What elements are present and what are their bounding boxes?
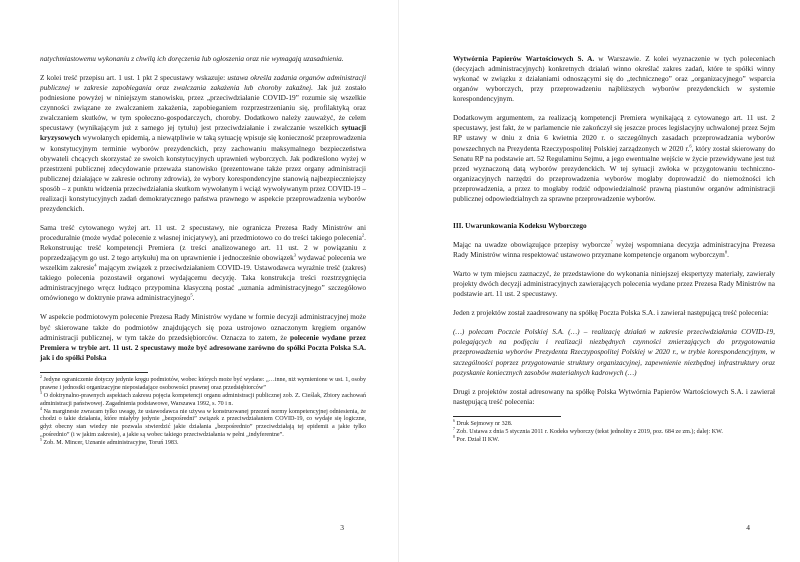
page-left-footnotes (40, 374, 366, 448)
paragraph: Drugi z projektów został adresowany na spółkę Polska Wytwórnia Papierów Wartościowych S.A. i zawierał następującą treść polecenia: (453, 386, 775, 406)
footnote-2: $^2$ Jedyne ograniczenie dotyczy jedynie kręgu podmiotów, wobec których może być wydane: „…inne, niż wymienione w ust. 1, osoby prawne i jednostki organizacyjne nieposiadające osobowości prawnej oraz przedsiębiorców” (40, 374, 366, 391)
paragraph: Z kolei treść przepisu art. 1 ust. 1 pkt 2 specustawy wskazuje: ustawa określa zadania organów administracji publicznej w zakresie zapobiegania oraz zwalczania zakażenia lub choroby zakaźnej. Jak już zostało podniesione powyżej w niniejszym stanowisku, przez „przeciwdziałanie COVID-19” rozumie się wszelkie czynności związane ze zwalczaniem zakażenia, zapobieganiem rozprzestrzenianiu się, profilaktyką oraz zwalczaniem skutków, w tym społeczno-gospodarczych, choroby. Dodatkowo należy zauważyć, że celem specustawy (wynikającym już z samego jej tytułu) jest przeciwdziałanie i zwalczanie wszelkich sytuacji kryzysowych wywołanych epidemią, a niewątpliwie w taką sytuację wpisuje się konieczność przeprowadzenia w konstytucyjnym terminie wyborów prezydenckich, przy zachowaniu maksymalnego bezpieczeństwa obywateli chcących skorzystać ze swoich konstytucyjnych uprawnień wyborczych. Jak podkreślono wyżej w przestrzeni publicznej zdecydowanie przeważa stanowisko (prezentowane także przez organy administracji publicznej działające w zakresie ochrony zdrowia), że wybory korespondencyjne stanowią najbezpieczniejszy sposób – z punktu widzenia przeciwdziałania skutkom wywołanym i wciąż wywoływanym przez COVID-19 – realizacji konstytucyjnych zadań demokratycznego państwa prawnego w aspekcie przeprowadzenia wyborów prezydenckich. (40, 73, 366, 213)
footnote-4: $^4$ Na marginesie zwracam tylko uwagę, że ustawodawca nie używa w konstruowanej przezeń normy kompetencyjnej odniesienia, że chodzi o takie działania, które miałyby jedynie „bezpośredni” związek z przeciwdziałaniem COVID-19, co wydaje się logiczne, gdyż obecny stan wiedzy nie pozwala stwierdzić jakie działania „bezpośrednio” przeciwdziałają tej epidemii a jakie tylko „pośrednio” (i w jakim zakresie), a jakie są wobec takiego przeciwdziałania w pełni „indyferentne”. (40, 406, 366, 439)
quote-paragraph: (…) polecam Poczcie Polskiej S.A. (…) – realizację działań w zakresie przeciwdziałania COVID-19, polegających na podjęciu i realizacji niezbędnych czynności zmierzających do przygotowania przeprowadzenia wyborów Prezydenta Rzeczypospolitej Polskiej w 2020 r., w trybie korespondencyjnym, w szczególności poprzez przygotowanie struktury organizacyjnej, zapewnienie niezbędnej infrastruktury oraz pozyskanie koniecznych zasobów materialnych kadrowych (…) (453, 327, 775, 377)
section-heading: III. Uwarunkowania Kodeksu Wyborczego (453, 220, 587, 230)
paragraph: Jeden z projektów został zaadresowany na spółkę Poczta Polska S.A. i zawierał następującą treść polecenia: (453, 308, 769, 318)
page-number: 4 (746, 523, 750, 532)
paragraph-continuation: Wytwórnia Papierów Wartościowych S. A. w Warszawie. Z kolei wyznaczenie w tych poleceniach (decyzjach administracyjnych) konkretnych działań winno określać zakres zadań, które te spółki winny wykonać w związku z działaniami odnoszącymi się do „technicznego” oraz „organizacyjnego” wsparcia organów wyborczych, przy przeprowadzeniu najbliższych wyborów prezydenckich w systemie korespondencyjnym. (453, 54, 775, 104)
page-right-body (453, 54, 775, 407)
footnote-8: $^8$ Por. Dział II KW. (453, 434, 500, 443)
paragraph: Dodatkowym argumentem, za realizacją kompetencji Premiera wynikającą z cytowanego art. 11 ust. 2 specustawy, jest fakt, że w parlamencie nie zakończył się jeszcze proces legislacyjny uchwalonej przez Sejm RP ustawy w dniu z dnia 6 kwietnia 2020 r. o szczególnych zasadach przeprowadzania wyborów powszechnych na Prezydenta Rzeczypospolitej Polskiej zarządzonych w 2020 r.$^6$, który został skierowany do Senatu RP na podstawie art. 52 Regulaminu Sejmu, a jego ewentualne wejście w życie przewidywane jest tuż przed wyznaczoną datą wyborów prezydenckich. W tej sytuacji zwłoka w przygotowaniu techniczno-organizacyjnych narzędzi do przeprowadzenia wyborów mogłaby doprowadzić do niemożności ich przeprowadzenia, a przez to mogłaby rodzić odpowiedzialność prawną piastunów organów administracji publicznej odpowiedzialnych za sprawne przeprowadzenie wyborów. (453, 113, 775, 203)
page-right (400, 0, 800, 562)
paragraph: Sama treść cytowanego wyżej art. 11 ust. 2 specustawy, nie ogranicza Prezesa Rady Ministrów ani proceduralnie (może wydać polecenie z własnej inicjatywy), ani przedmiotowo co do treści takiego polecenia$^2$. Rekonstruując treść kompetencji Premiera (z treści analizowanego art. 11 ust. 2 w powiązaniu z poprzedzającym go ust. 2 tego artykułu) ma on uprawnienie i jednocześnie obowiązek$^3$ wydawać polecenia we wszelkim zakresie$^4$ mającym związek z przeciwdziałaniem COVID-19. Ustawodawca wyraźnie treść (zakres) takiego polecenia pozostawił organowi wydającemu decyzję. Taka konstrukcja treści rozstrzygnięcia administracyjnego wręcz łudząco przypomina klasyczną postać „uznania administracyjnego” szczegółowo omówionego w doktrynie prawa administracyjnego$^5$. (40, 222, 367, 303)
paragraph-continuation: natychmiastowemu wykonaniu z chwilą ich doręczenia lub ogłoszenia oraz nie wymagają uzasadnienia. (40, 54, 344, 63)
page-right-footnotes (453, 418, 775, 445)
paragraph: Mając na uwadze obowiązujące przepisy wyborcze$^7$ wyżej wspomniana decyzja administracyjna Prezesa Rady Ministrów winna respektować ustawowo przyznane kompetencje organom wyborczym$^8$. (453, 239, 776, 259)
paragraph: W aspekcie podmiotowym polecenie Prezesa Rady Ministrów wydane w formie decyzji administracyjnej może być skierowane także do podmiotów znajdujących się poza ustrojowo oznaczonym kręgiem organów administracji publicznej, w tym także do przedsiębiorców. Oznacza to zatem, że polecenie wydane przez Premiera w trybie art. 11 ust. 2 specustawy może być adresowane zarówno do spółki Poczta Polska S.A. jak i do spółki Polska (40, 312, 366, 362)
footnote-6: $^6$ Druk Sejmowy nr 328. (453, 418, 513, 427)
footnote-separator (40, 372, 148, 373)
page-divider (398, 0, 399, 562)
footnote-separator (453, 416, 561, 417)
page-left-body (40, 54, 366, 363)
page-number: 3 (340, 523, 344, 532)
footnote-7: $^7$ Zob. Ustawa z dnia 5 stycznia 2011 r. Kodeks wyborczy (tekst jednolity z 2019, poz. 684 ze zm.); dalej: KW. (453, 426, 723, 435)
footnote-5: $^5$ Zob. M. Mincer, Uznanie administracyjne, Toruń 1983. (40, 438, 179, 447)
paragraph: Warto w tym miejscu zaznaczyć, że przedstawione do wykonania niniejszej ekspertyzy materiały, zawierały projekty dwóch decyzji administracyjnych zawierających polecenia wydane przez Prezesa Rady Ministrów na podstawie art. 11 ust. 2 specustawy. (453, 269, 775, 299)
footnote-3: $^3$ O doktrynalno-prawnych aspektach zakresu pojęcia kompetencji organu administracji publicznej zob. Z. Cieślak, Zbiory zachowań administracji państwowej. Zagadnienia podstawowe, Warszawa 1992, s. 70 i n. (40, 390, 366, 407)
